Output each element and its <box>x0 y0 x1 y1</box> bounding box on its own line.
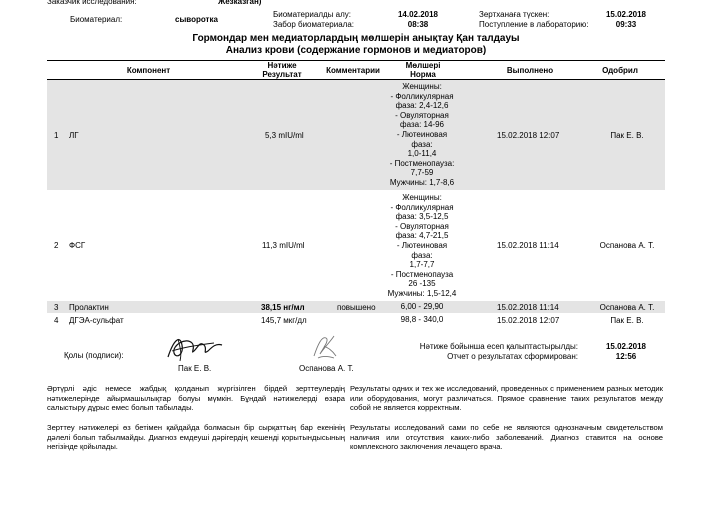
collected-time: 08:38 <box>407 20 429 29</box>
table-row <box>47 80 665 190</box>
row-component: Пролактин <box>69 303 109 312</box>
header-comments: Комментарии <box>326 65 380 75</box>
row-result: 38,15 нг/мл <box>261 303 305 312</box>
row-component: ДГЭА-сульфат <box>69 316 124 325</box>
norm-line: - Фолликулярная <box>390 91 454 101</box>
row-component: ЛГ <box>69 131 79 140</box>
norm-line: Мужчины: 1,7-8,6 <box>389 177 455 187</box>
row-result: 5,3 mIU/ml <box>265 131 304 140</box>
collected-label-ru: Забор биоматериала: <box>273 20 354 29</box>
norm-line: - Лютеиновая фаза: <box>396 129 448 149</box>
row-number: 2 <box>54 241 59 250</box>
row-comment: повышено <box>337 303 376 312</box>
note-kz-1: Әртүрлі әдіс немесе жабдық қолданып жүргізілген бірдей зерттеулердің нәтижелерінде айырмашылықтар болуы мүмкін. Бұндай нәтижелерді өзара салыстыру дұрыс емес болып табылады. <box>47 384 345 413</box>
collected-date: 14.02.2018 <box>397 10 439 19</box>
norm-line: - Постменопауза: <box>389 158 455 168</box>
row-done: 15.02.2018 12:07 <box>497 316 560 325</box>
norm-line: - Лютеиновая фаза: <box>396 240 448 260</box>
norm-line: 7,7-59 <box>410 168 434 178</box>
collected-label-kz: Биоматериалды алу: <box>273 10 351 19</box>
biomaterial-label: Биоматериал: <box>70 15 123 24</box>
received-label-kz: Зертханаға түскен: <box>479 10 550 19</box>
table-row <box>47 314 665 326</box>
row-done: 15.02.2018 12:07 <box>497 131 560 140</box>
norm-line: фаза: 14-96 <box>400 120 444 130</box>
received-time: 09:33 <box>615 20 637 29</box>
signature-image <box>164 331 226 365</box>
row-approved: Пак Е. В. <box>610 316 644 325</box>
received-label-ru: Поступление в лабораторию: <box>479 20 589 29</box>
formed-label-kz: Нәтиже бойынша есеп қалыптастырылды: <box>419 342 578 351</box>
biomaterial-value: сыворотка <box>175 15 218 24</box>
norm-line: Женщины: <box>402 193 442 202</box>
row-norm <box>387 315 457 325</box>
norm-line: - Постменопауза <box>390 269 454 279</box>
norm-line: фаза: 4,7-21,5 <box>395 231 449 241</box>
formed-date: 15.02.2018 <box>605 342 647 351</box>
table-row <box>47 301 665 313</box>
norm-line: фаза: 3,5-12,5 <box>395 212 449 222</box>
row-norm <box>387 302 457 312</box>
customer-value: Жезказган) <box>218 0 262 6</box>
note-kz-2: Зерттеу нәтижелері өз бетімен қайдайда болмасын бір сырқаттың бар екенінің дәлелі болып табылмайды. Диагноз емдеуші дәрігердің кешенді қорытындысының негізінде қойылады. <box>47 423 345 452</box>
norm-line: 6,00 - 29,90 <box>400 302 444 311</box>
row-approved: Оспанова А. Т. <box>599 303 655 312</box>
header-result-ru: Результат <box>262 70 302 79</box>
row-component: ФСГ <box>69 241 86 250</box>
table-row <box>47 190 665 300</box>
customer-label: Заказчик исследования: <box>47 0 137 6</box>
signature-name-1: Пак Е. В. <box>178 364 212 373</box>
title-kz: Гормондар мен медиаторлардың мөлшерін анықтау Қан талдауы <box>192 33 520 44</box>
header-norm-kz: Мөлшері <box>405 61 441 70</box>
formed-time: 12:56 <box>615 352 637 361</box>
row-done: 15.02.2018 11:14 <box>497 241 559 250</box>
note-ru-1: Результаты одних и тех же исследований, проведенных с применением разных методик или оборудования, могут различаться. Прямое сравнение таких результатов между собой не является корректным. <box>350 384 663 413</box>
row-done: 15.02.2018 11:14 <box>497 303 559 312</box>
norm-line: Мужчины: 1,5-12,4 <box>387 288 457 298</box>
row-norm <box>387 82 457 188</box>
row-number: 1 <box>54 131 59 140</box>
norm-line: 98,8 - 340,0 <box>400 315 444 324</box>
header-approved: Одобрил <box>602 65 638 75</box>
row-number: 4 <box>54 316 59 325</box>
norm-line: 26 -135 <box>408 279 436 289</box>
signatures-label: Қолы (подписи): <box>64 351 124 360</box>
title-ru: Анализ крови (содержание гормонов и медиаторов) <box>225 45 487 56</box>
row-result: 145,7 мкг/дл <box>261 316 307 325</box>
signature-name-2: Оспанова А. Т. <box>299 364 354 373</box>
norm-line: 1,0-11,4 <box>407 149 437 159</box>
row-number: 3 <box>54 303 59 312</box>
row-result: 11,3 mIU/ml <box>262 241 305 250</box>
norm-line: Женщины: <box>402 82 442 91</box>
header-result <box>250 61 314 79</box>
header-norm <box>388 61 458 79</box>
header-component: Компонент <box>126 65 171 75</box>
norm-line: 1,7-7,7 <box>409 260 435 270</box>
note-ru-2: Результаты исследований сами по себе не являются однозначным свидетельством наличия или отсутствия каких-либо заболеваний. Диагноз ставится на основе комплексного заключения лечащего врача. <box>350 423 663 452</box>
header-done: Выполнено <box>506 65 554 75</box>
row-norm <box>387 193 457 299</box>
formed-label-ru: Отчет о результатах сформирован: <box>447 352 578 361</box>
signature-image <box>308 330 342 362</box>
norm-line: - Овуляторная <box>395 110 449 120</box>
received-date: 15.02.2018 <box>605 10 647 19</box>
header-result-kz: Нәтиже <box>267 61 297 70</box>
norm-line: фаза: 2,4-12,6 <box>395 101 449 111</box>
norm-line: - Фолликулярная <box>390 202 454 212</box>
header-norm-ru: Норма <box>410 70 436 79</box>
row-approved: Оспанова А. Т. <box>599 241 655 250</box>
norm-line: - Овуляторная <box>395 221 449 231</box>
row-approved: Пак Е. В. <box>610 131 644 140</box>
